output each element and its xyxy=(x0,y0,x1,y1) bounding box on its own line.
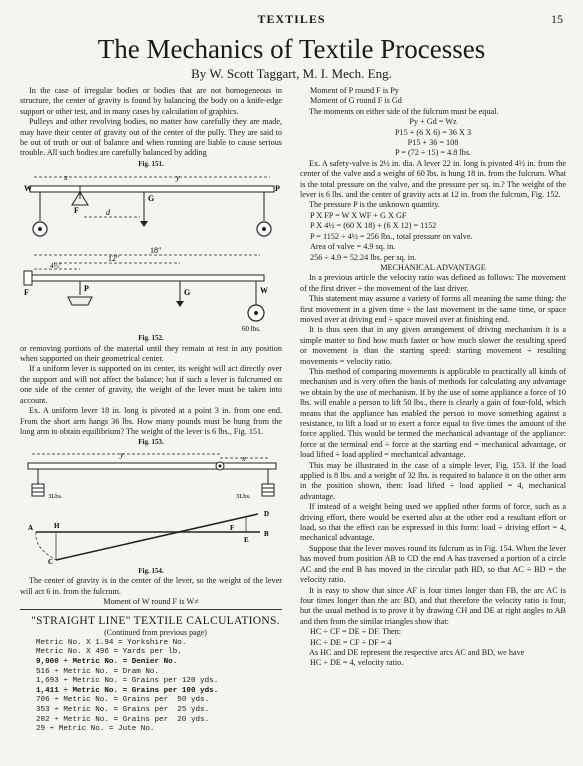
paragraph: This may be illustrated in the case of a simple lever, Fig. 153. If the load applied is 8 lbs. and a weight of 32 lbs. is required to balance it on the other arm in the position shown, then: load lifted ÷ load applied = 4, mechanical advantage. xyxy=(300,460,566,501)
page-number: 15 xyxy=(551,12,563,26)
fig152-label-x: 12" xyxy=(108,254,120,264)
fig152-label-w: W xyxy=(260,286,268,296)
formula: Py + Gd = Wz xyxy=(409,117,457,127)
fig154-label-d: D xyxy=(264,509,270,518)
fig152-label-f: F xyxy=(24,288,29,298)
figure-151 xyxy=(20,169,282,247)
fig152-weight-label: 60 lbs. xyxy=(242,325,261,334)
fig151-label-y: y xyxy=(176,173,180,183)
right-column xyxy=(300,86,566,669)
paragraph: As HC and DE represent the respective arcs AC and BD, we have xyxy=(309,647,525,657)
paragraph: If instead of a weight being used we applied other forms of force, such as a driving effort, there would be exerted also at the other end a resultant effort or load, so that the effect can be expressed in this form: load ÷ driving effort = 4, mechanical advantage. xyxy=(300,502,566,543)
paragraph: The center of gravity is in the center of the lever, so the weight of the lever will act 6 in. from the fulcrum. xyxy=(20,576,282,596)
section-heading: MECHANICAL ADVANTAGE xyxy=(380,262,486,272)
figure-153 xyxy=(20,448,282,504)
formula: P = 1152 ÷ 4½ = 256 lbs., total pressure on valve. xyxy=(310,231,473,241)
table-row: 1,693 ÷ Metric No. = Grains per 120 yds. xyxy=(36,677,219,686)
fig151-label-w: W xyxy=(24,184,32,194)
table-row: 9,000 ÷ Metric No. = Denier No. xyxy=(36,657,178,666)
paragraph: In the case of irregular bodies or bodies that are not homogeneous in structure, the center of gravity is found by balancing the body on a knife-edge support or other test, and in many cases by calculation of graphics. xyxy=(20,86,282,116)
paragraph: If a uniform lever is supported on its center, its weight will act directly over the support and will not affect the balance; but if such a lever is fulcrumed on one side of the center of gravity, the weight of the lever must be taken into account. xyxy=(20,364,282,405)
formula: HC ÷ DE = 4, velocity ratio. xyxy=(310,658,404,668)
fig154-label-h: H xyxy=(54,521,60,530)
formula: Moment of G round F is Gd xyxy=(310,96,402,106)
paragraph: It is thus seen that in any given arrangement of driving mechanism it is a simple matter to find how much faster or how much slower the resulting speed or movement is than the starting speed: starting movement ÷ resulting movements = velocity ratio. xyxy=(300,325,566,366)
table-title: "STRAIGHT LINE" TEXTILE CALCULATIONS. xyxy=(31,615,280,628)
table-row: 282 ÷ Metric No. = Grains per 20 yds. xyxy=(36,715,210,724)
article-byline: By W. Scott Taggart, M. I. Mech. Eng. xyxy=(191,66,392,81)
fig152-label-y: 18" xyxy=(150,247,162,256)
formula: Moment of P round F is Py xyxy=(310,86,399,95)
paragraph: In a previous article the velocity ratio was defined as follows: The movement of the first driver ÷ the movement of the last driver. xyxy=(300,273,566,293)
formula: P15 + (6 X 6) = 36 X 3 xyxy=(394,127,472,137)
figure-caption: Fig. 153. xyxy=(138,438,164,447)
table-row: 516 ÷ Metric No. = Dram No. xyxy=(36,667,160,676)
figure-152 xyxy=(20,247,282,333)
formula: Area of valve = 4.9 sq. in. xyxy=(310,242,396,252)
fig151-label-p: P xyxy=(275,184,280,194)
fig154-label-c: C xyxy=(48,557,54,566)
paragraph: The moments on either side of the fulcrum must be equal. xyxy=(309,106,499,116)
table-row: 706 ÷ Metric No. = Grains per 50 yds. xyxy=(36,696,210,705)
fig154-label-a: A xyxy=(28,523,34,532)
divider xyxy=(20,609,282,610)
fig153-weight-right: 3Lbs. xyxy=(236,492,251,500)
table-rows xyxy=(20,639,282,735)
table-row: Metric No. X 496 = Yards per lb. xyxy=(36,648,182,657)
paragraph: Ex. A safety-valve is 2½ in. dia. A lever 22 in. long is pivoted 4½ in. from the center of the valve and a weight of 60 lbs. is hung 18 in. from the fulcrum. What is the total pressure on the valve, and the pressure per sq. in.? The weight of the lever is 6 lbs. and the center of gravity acts at 12 in. from the fulcrum, Fig. 152. xyxy=(300,158,566,200)
figure-caption: Fig. 151. xyxy=(138,159,164,168)
formula: HC ÷ CF = DE ÷ DF. Then: xyxy=(310,627,402,637)
table-subtitle: (Continued from previous page) xyxy=(104,628,207,638)
fig154-label-f: F xyxy=(230,523,235,532)
fig153-label-x: x xyxy=(242,453,246,463)
formula: P X 4½ = (60 X 18) + (6 X 12) = 1152 xyxy=(310,221,437,231)
running-head: TEXTILES xyxy=(257,12,326,26)
paragraph: Suppose that the lever moves round its fulcrum as in Fig. 154. When the lever has moved from position AB to CD the end A has traversed a portion of a circle AC and the end B has moved in the circular path BD, so that AC ÷ BD = the velocity ratio. xyxy=(300,543,566,585)
formula: 256 ÷ 4.9 = 52.24 lbs. per sq. in. xyxy=(310,252,417,262)
page-header xyxy=(0,12,583,28)
paragraph: or removing portions of the material until they remain at rest in any position when supported on their geometrical center. xyxy=(20,343,282,364)
figure-caption: Fig. 154. xyxy=(138,566,164,575)
fig151-label-d: d xyxy=(106,208,110,218)
fig152-label-p: P xyxy=(84,284,89,294)
fig152-label-g: G xyxy=(184,288,191,298)
left-column xyxy=(20,86,282,735)
figure-caption: Fig. 152. xyxy=(138,334,164,343)
formula: P X FP = W X WF + G X GF xyxy=(310,210,407,220)
table-row: 29 ÷ Metric No. = Jute No. xyxy=(36,725,155,734)
formula: HC ÷ DE = CF ÷ DF = 4 xyxy=(310,637,392,647)
paragraph: This statement may assume a variety of forms all meaning the same thing: the first movement in a given time ÷ the last movement in the same time, or space moved over at driving end ÷ space moved over at finishing end. xyxy=(300,294,566,324)
formula: P = (72 ÷ 15) = 4.8 lbs. xyxy=(395,148,471,158)
fig151-label-x: x xyxy=(64,173,68,183)
paragraph: It is easy to show that since AF is four times longer than FB, the arc AC is four times longer than the arc BD, and that therefore the velocity ratio is four, but the usual method is to prove it by drawing CH and DE at right angles to AB and then from the similar triangles show that: xyxy=(300,585,566,626)
paragraph: This method of comparing movements is applicable to practically all kinds of mechanism and is very often the basis of methods for calculating any advantage we obtain by the use of mechanism. If by the use of some appliance a force of 10 lbs. will enable a person to lift 50 lbs., there is clearly a gain of four-fold, which means that the appliance has enabled the person to move something against a resistance, to lift a load or to exert a force equal to five times the amount of the force applied. This would be termed the mechanical advantage of the appliance: force at the terminal end ÷ force at the starting end = mechanical advantage, or load lifted ÷ load applied = mechanical advantage. xyxy=(300,366,566,460)
fig154-label-b: B xyxy=(264,529,269,538)
figure-154 xyxy=(20,504,282,566)
table-row: 1,411 ÷ Metric No. = Grains per 100 yds. xyxy=(36,686,219,695)
fig151-label-g: G xyxy=(148,194,155,204)
fig151-label-f: F xyxy=(74,206,79,216)
calc-table xyxy=(20,614,282,734)
formula: P15 + 36 = 108 xyxy=(407,138,459,148)
article-title: The Mechanics of Textile Processes xyxy=(97,34,486,64)
paragraph: Pulleys and other revolving bodies, no matter how carefully they are made, may have their center of gravity out of the center of the pully. They are said to be out of truth or out of balance and when running are liable to cause serious trouble. All such bodies are carefully balanced by adding xyxy=(20,117,282,158)
paragraph: Ex. A uniform lever 18 in. long is pivoted at a point 3 in. from one end. From the short arm hangs 36 lbs. How many pounds must be hung from the long arm to obtain equilibrium? The weight of the lever is 6 lbs., Fig. 151. xyxy=(20,406,282,436)
fig154-label-e: E xyxy=(244,535,249,544)
table-row: Metric No. X 1.94 = Yorkshire No. xyxy=(36,638,187,647)
fig153-label-y: y xyxy=(120,449,124,459)
formula: Moment of W round F is W≠ xyxy=(103,596,199,606)
table-row: 353 ÷ Metric No. = Grains per 25 yds. xyxy=(36,705,210,714)
fig153-weight-left: 3Lbs. xyxy=(48,492,63,500)
paragraph: The pressure P is the unknown quantity. xyxy=(309,200,440,210)
fig152-label-d1: 4½" xyxy=(50,262,62,271)
